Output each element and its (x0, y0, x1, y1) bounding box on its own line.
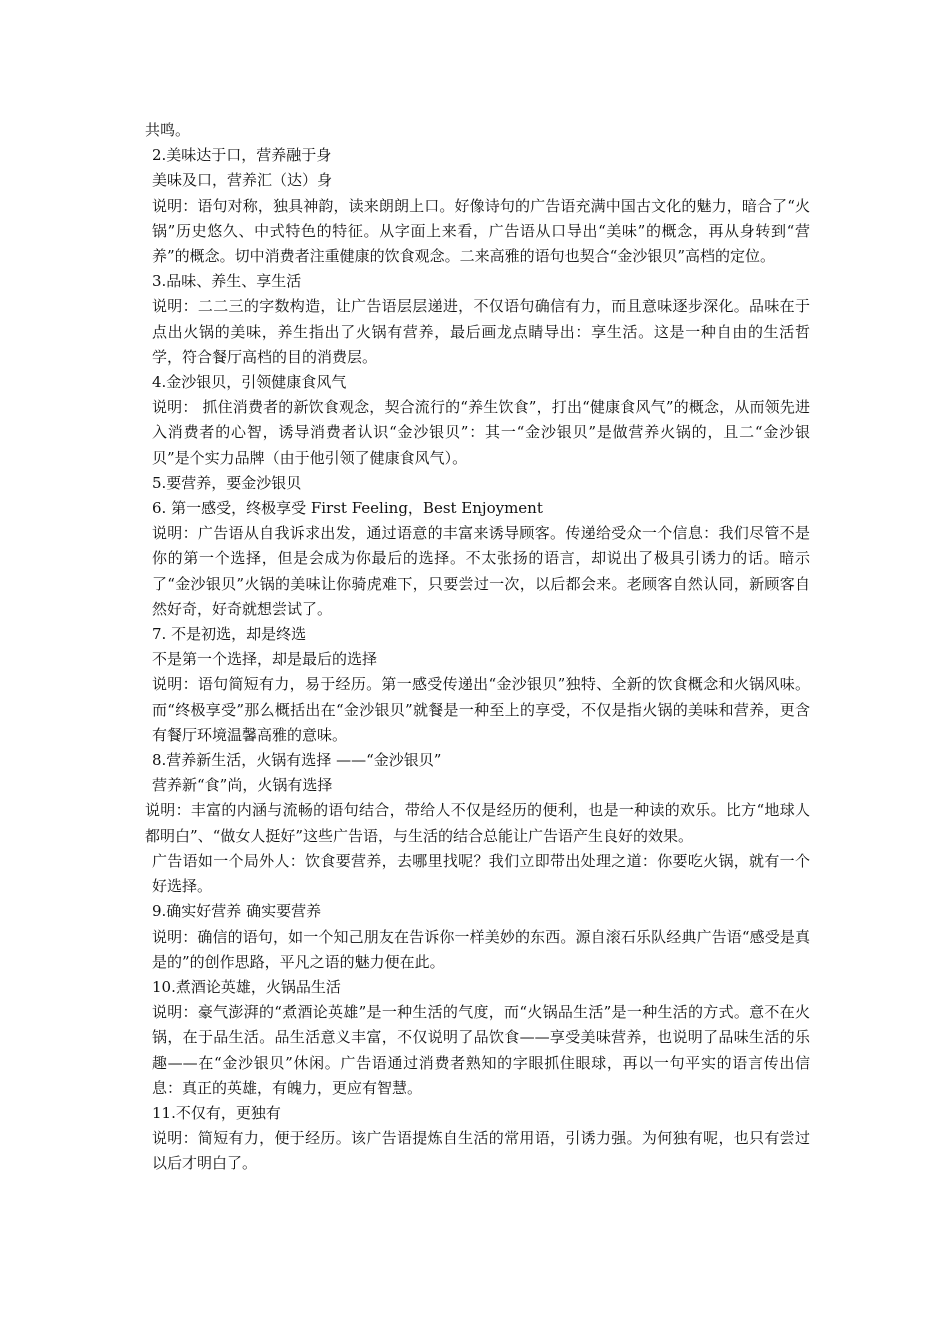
paragraph: 广告语如一个局外人：饮食要营养，去哪里找呢？我们立即带出处理之道：你要吃火锅，就有一个好选择。 (152, 851, 810, 896)
paragraph: 说明：丰富的内涵与流畅的语句结合，带给人不仅是经历的便利，也是一种读的欢乐。比方“地球人都明白”、“做女人挺好”这些广告语，与生活的结合总能让广告语产生良好的效果。 (145, 801, 810, 845)
paragraph: 说明：确信的语句，如一个知己朋友在告诉你一样美妙的东西。源自滚石乐队经典广告语“感受是真是的”的创作思路，平凡之语的魅力便在此。 (152, 927, 810, 971)
document-body (145, 118, 810, 1177)
paragraph: 2.美味达于口，营养融于身 (152, 146, 332, 165)
paragraph: 11.不仅有，更独有 (152, 1103, 281, 1122)
paragraph: 8.营养新生活，火锅有选择 ——“金沙银贝” (152, 751, 442, 770)
paragraph: 说明：豪气澎湃的“煮酒论英雄”是一种生活的气度，而“火锅品生活”是一种生活的方式。意不在火锅，在于品生活。品生活意义丰富，不仅说明了品饮食——享受美味营养，也说明了品味生活的乐趣——在“金沙银贝”休闲。广告语通过消费者熟知的字眼抓住眼球，再以一句平实的语言传出信息：真正的英雄，有魄力，更应有智慧。 (152, 1003, 810, 1097)
paragraph: 说明：广告语从自我诉求出发，通过语意的丰富来诱导顾客。传递给受众一个信息：我们尽管不是你的第一个选择，但是会成为你最后的选择。不太张扬的语言，却说出了极具引诱力的话。暗示了“金沙银贝”火锅的美味让你骑虎难下，只要尝过一次，以后都会来。老顾客自然认同，新顾客自然好奇，好奇就想尝试了。 (152, 524, 810, 618)
paragraph: 6. 第一感受，终极享受 First Feeling，Best Enjoyment (152, 499, 543, 518)
paragraph: 7. 不是初选，却是终选 (152, 625, 307, 644)
paragraph: 不是第一个选择，却是最后的选择 (152, 650, 378, 669)
paragraph: 说明：二二三的字数构造，让广告语层层递进，不仅语句确信有力，而且意味逐步深化。品味在于点出火锅的美味，养生指出了火锅有营养，最后画龙点睛导出：享生活。这是一种自由的生活哲学，符合餐厅高档的目的消费层。 (152, 297, 810, 366)
paragraph: 说明：简短有力，便于经历。该广告语提炼自生活的常用语，引诱力强。为何独有呢，也只有尝过以后才明白了。 (152, 1129, 810, 1173)
paragraph: 说明： 抓住消费者的新饮食观念，契合流行的“养生饮食”，打出“健康食风气”的概念，从而领先进入消费者的心智，诱导消费者认识“金沙银贝”：其一“金沙银贝”是做营养火锅的，且二“金沙银贝”是个实力品牌（由于他引领了健康食风气）。 (152, 398, 810, 467)
paragraph: 说明：语句简短有力，易于经历。第一感受传递出“金沙银贝”独特、全新的饮食概念和火锅风味。而“终极享受”那么概括出在“金沙银贝”就餐是一种至上的享受，不仅是指火锅的美味和营养，更含有餐厅环境温馨高雅的意味。 (152, 675, 810, 744)
paragraph: 9.确实好营养 确实要营养 (152, 902, 322, 921)
paragraph: 4.金沙银贝，引领健康食风气 (152, 373, 347, 392)
paragraph: 美味及口，营养汇（达）身 (152, 171, 333, 190)
paragraph: 共鸣。 (145, 121, 191, 139)
paragraph: 10.煮酒论英雄，火锅品生活 (152, 977, 341, 996)
paragraph: 3.品味、养生、享生活 (152, 272, 302, 291)
paragraph: 5.要营养，要金沙银贝 (152, 473, 302, 492)
paragraph: 营养新“食”尚，火锅有选择 (152, 776, 333, 795)
paragraph: 说明：语句对称，独具神韵，读来朗朗上口。好像诗句的广告语充满中国古文化的魅力，暗合了“火锅”历史悠久、中式特色的特征。从字面上来看，广告语从口导出“美味”的概念，再从身转到“营养”的概念。切中消费者注重健康的饮食观念。二来高雅的语句也契合“金沙银贝”高档的定位。 (152, 196, 810, 266)
